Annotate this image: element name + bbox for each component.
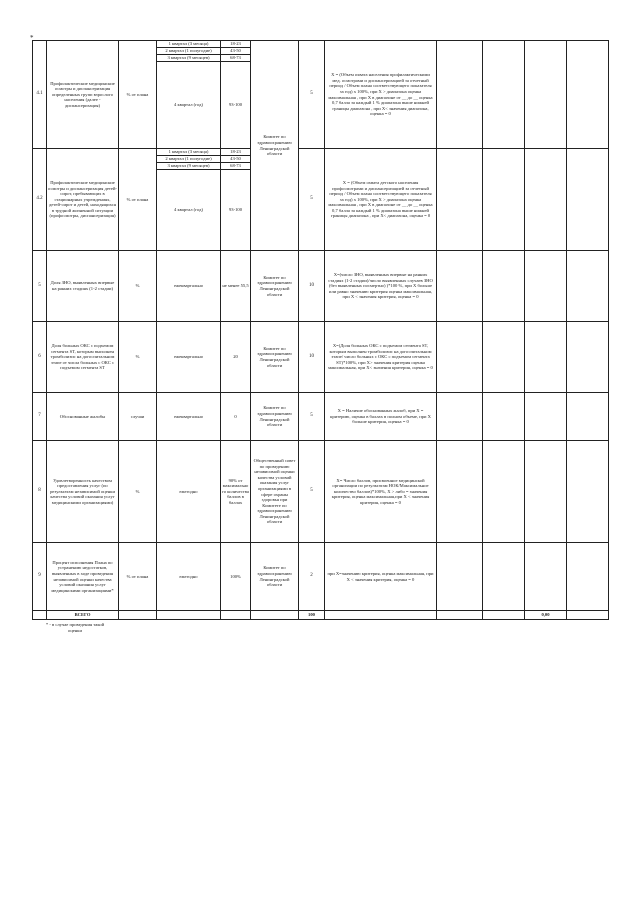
frequency: ежеквартально bbox=[157, 322, 221, 393]
row-number: 4.1 bbox=[33, 41, 47, 149]
unit: % от плана bbox=[119, 41, 157, 149]
norm: 100% bbox=[221, 543, 251, 611]
empty-cell bbox=[119, 611, 157, 620]
empty-cell bbox=[567, 322, 609, 393]
empty-cell bbox=[437, 543, 483, 611]
responsible-committee: Комитет по здравоохранению Ленинградской области bbox=[251, 251, 299, 322]
empty-cell bbox=[483, 251, 525, 322]
responsible-committee: Общественный совет по проведению независимой оценки качества условий оказания услуг организациями в сфере охраны здоровья при Комитете по здравоохранению Ленинградской области bbox=[251, 441, 299, 543]
evaluation-formula: при X=значению критерия, оценка максимальная, при X < значения критерия, оценка = 0 bbox=[325, 543, 437, 611]
row-number: 7 bbox=[33, 393, 47, 441]
criterion-name: Обоснованные жалобы bbox=[47, 393, 119, 441]
table-row-6 bbox=[33, 322, 609, 393]
table-row-4-1 bbox=[33, 41, 609, 48]
empty-cell bbox=[525, 41, 567, 149]
frequency: ежегодно bbox=[157, 543, 221, 611]
norm: 90% от максимального количества баллов в баллах bbox=[221, 441, 251, 543]
points: 10 bbox=[299, 322, 325, 393]
empty-cell bbox=[437, 611, 483, 620]
evaluation-formula: X= Число баллов, присвоенное медицинской организации по результатам НОК/Максимальное количество баллов)*100%, X > либо = значения критерия, оценка максимальная,при X < значения критерия, оценка = 0 bbox=[325, 441, 437, 543]
empty-cell bbox=[483, 149, 525, 251]
footnote: * - в случае проведения такой оценки bbox=[45, 622, 105, 633]
evaluation-formula: X=(число ЗНО, выявленных впервые на ранних стадиях (1-2 стадии)/число выявленных случаев ЗНО (без выявленных посмертно) )*100 %, при X больше или равно значению критерия оценка максимальная, при X < значения критерия, оценка = 0 bbox=[325, 251, 437, 322]
period-label: 2 квартал (1 полугодие) bbox=[157, 48, 221, 55]
empty-cell bbox=[437, 41, 483, 149]
empty-cell bbox=[325, 611, 437, 620]
points: 5 bbox=[299, 41, 325, 149]
row-number: 5 bbox=[33, 251, 47, 322]
total-label: ВСЕГО bbox=[47, 611, 119, 620]
responsible-committee: Комитет по здравоохранению Ленинградской области bbox=[251, 41, 299, 251]
empty-cell bbox=[525, 251, 567, 322]
empty-cell bbox=[525, 149, 567, 251]
responsible-committee: Комитет по здравоохранению Ленинградской области bbox=[251, 322, 299, 393]
empty-cell bbox=[525, 393, 567, 441]
empty-cell bbox=[567, 393, 609, 441]
period-label: 1 квартал (3 месяца) bbox=[157, 41, 221, 48]
empty-cell bbox=[33, 611, 47, 620]
criterion-name: Доля ЗНО, выявленных впервые на ранних стадиях (1-2 стадии) bbox=[47, 251, 119, 322]
empty-cell bbox=[525, 322, 567, 393]
period-norm: 18-23 bbox=[221, 41, 251, 48]
criterion-name: Доля больных ОКС с подъемом сегмента ST, которым выполнен тромболизис на догоспитальном этапе от числа больных с ОКС с подъемом сегмента ST bbox=[47, 322, 119, 393]
norm: 20 bbox=[221, 322, 251, 393]
unit: % от плана bbox=[119, 149, 157, 251]
empty-cell bbox=[525, 543, 567, 611]
points: 5 bbox=[299, 149, 325, 251]
points: 10 bbox=[299, 251, 325, 322]
empty-cell bbox=[483, 543, 525, 611]
points: 2 bbox=[299, 543, 325, 611]
empty-cell bbox=[567, 251, 609, 322]
empty-cell bbox=[251, 611, 299, 620]
empty-cell bbox=[567, 41, 609, 149]
unit: % bbox=[119, 251, 157, 322]
row-number: 6 bbox=[33, 322, 47, 393]
empty-cell bbox=[437, 441, 483, 543]
period-label: 3 квартал (9 месяцев) bbox=[157, 55, 221, 62]
empty-cell bbox=[437, 149, 483, 251]
responsible-committee: Комитет по здравоохранению Ленинградской области bbox=[251, 393, 299, 441]
empty-cell bbox=[157, 611, 221, 620]
criterion-name: Удовлетворенность качеством предоставления услуг (по результатам независимой оценки качества условий оказания услуг медицинскими организациями) bbox=[47, 441, 119, 543]
criterion-name: Профилактические медицинские осмотры и диспансеризация определенных групп взрослого населения (далее - диспансеризация) bbox=[47, 41, 119, 149]
period-label: 4 квартал (год) bbox=[157, 170, 221, 251]
criterion-name: Процент исполнения Плана по устранению недостатков, выявленных в ходе проведения независимой оценки качества условий оказания услуг медицинскими организациями* bbox=[47, 543, 119, 611]
empty-cell bbox=[567, 611, 609, 620]
evaluation-formula: X = (Объем охвата населения профилактическими мед. осмотрами и диспансеризацией за отчетный период / Объем плана соответствующего показателя за год) x 100%, при X > диапазона оценка максимальная , при X в диапазоне от __ до __ оценка 0,7 балла за каждый 1 % диапазона выше нижней границы диапазона , при X< значения диапазона, оценка = 0 bbox=[325, 41, 437, 149]
evaluation-formula: X = (Объем охвата детского населения профосмотрами и диспансеризацией за отчетный период / Объем плана соответствующего показателя за год) x 100%, при X > диапазона оценка максимальная , при X в диапазоне от __ до __ оценка 0,7 балла за каждый 1 % диапазона выше нижней границы диапазона , при X< диапазона, оценка = 0 bbox=[325, 149, 437, 251]
table-row-7 bbox=[33, 393, 609, 441]
row-number: 4.2 bbox=[33, 149, 47, 251]
period-norm: 43-50 bbox=[221, 156, 251, 163]
evaluation-formula: X=(Доля больных ОКС с подъемом сегмента ST, которым выполнен тромболизис на догоспитальном этапе/ число больных с ОКС с подъемом сегмента ST)*100%, при X> значения критерия оценка максимальная, при X< значения критерия, оценка = 0 bbox=[325, 322, 437, 393]
row-number: 9 bbox=[33, 543, 47, 611]
table-row-4-2 bbox=[33, 149, 609, 156]
period-norm: 43-50 bbox=[221, 48, 251, 55]
unit: % bbox=[119, 441, 157, 543]
table-row-8 bbox=[33, 441, 609, 543]
frequency: ежеквартально bbox=[157, 393, 221, 441]
corner-mark: * bbox=[30, 34, 34, 42]
table-row-9 bbox=[33, 543, 609, 611]
criterion-name: Профилактические медицинские осмотры и диспансеризация детей-сирот, пребывающих в стационарных учреждениях, детей-сирот и детей, находящихся в трудной жизненной ситуации (профосмотры, диспансеризация) bbox=[47, 149, 119, 251]
criteria-table bbox=[32, 40, 609, 620]
table-row-5 bbox=[33, 251, 609, 322]
period-label: 4 квартал (год) bbox=[157, 62, 221, 149]
period-norm: 68-73 bbox=[221, 55, 251, 62]
frequency: ежеквартально bbox=[157, 251, 221, 322]
period-label: 1 квартал (3 месяца) bbox=[157, 149, 221, 156]
unit: % от плана bbox=[119, 543, 157, 611]
total-score: 0,00 bbox=[525, 611, 567, 620]
unit: случаи bbox=[119, 393, 157, 441]
responsible-committee: Комитет по здравоохранению Ленинградской области bbox=[251, 543, 299, 611]
empty-cell bbox=[437, 393, 483, 441]
empty-cell bbox=[567, 543, 609, 611]
empty-cell bbox=[221, 611, 251, 620]
period-norm: 93-100 bbox=[221, 170, 251, 251]
empty-cell bbox=[483, 611, 525, 620]
period-norm: 68-73 bbox=[221, 163, 251, 170]
norm: 0 bbox=[221, 393, 251, 441]
norm: не менее 55,5 bbox=[221, 251, 251, 322]
empty-cell bbox=[567, 441, 609, 543]
unit: % bbox=[119, 322, 157, 393]
empty-cell bbox=[525, 441, 567, 543]
empty-cell bbox=[483, 441, 525, 543]
evaluation-formula: X = Наличие обоснованных жалоб, при X = критерию, оценка в баллах в полном объеме, при X больше критерия, оценка = 0 bbox=[325, 393, 437, 441]
empty-cell bbox=[437, 322, 483, 393]
row-number: 8 bbox=[33, 441, 47, 543]
points: 5 bbox=[299, 441, 325, 543]
empty-cell bbox=[483, 41, 525, 149]
period-norm: 18-23 bbox=[221, 149, 251, 156]
points: 5 bbox=[299, 393, 325, 441]
empty-cell bbox=[567, 149, 609, 251]
empty-cell bbox=[483, 322, 525, 393]
period-label: 2 квартал (1 полугодие) bbox=[157, 156, 221, 163]
period-norm: 93-100 bbox=[221, 62, 251, 149]
total-row bbox=[33, 611, 609, 620]
total-points: 100 bbox=[299, 611, 325, 620]
frequency: ежегодно bbox=[157, 441, 221, 543]
empty-cell bbox=[437, 251, 483, 322]
period-label: 3 квартал (9 месяцев) bbox=[157, 163, 221, 170]
empty-cell bbox=[483, 393, 525, 441]
